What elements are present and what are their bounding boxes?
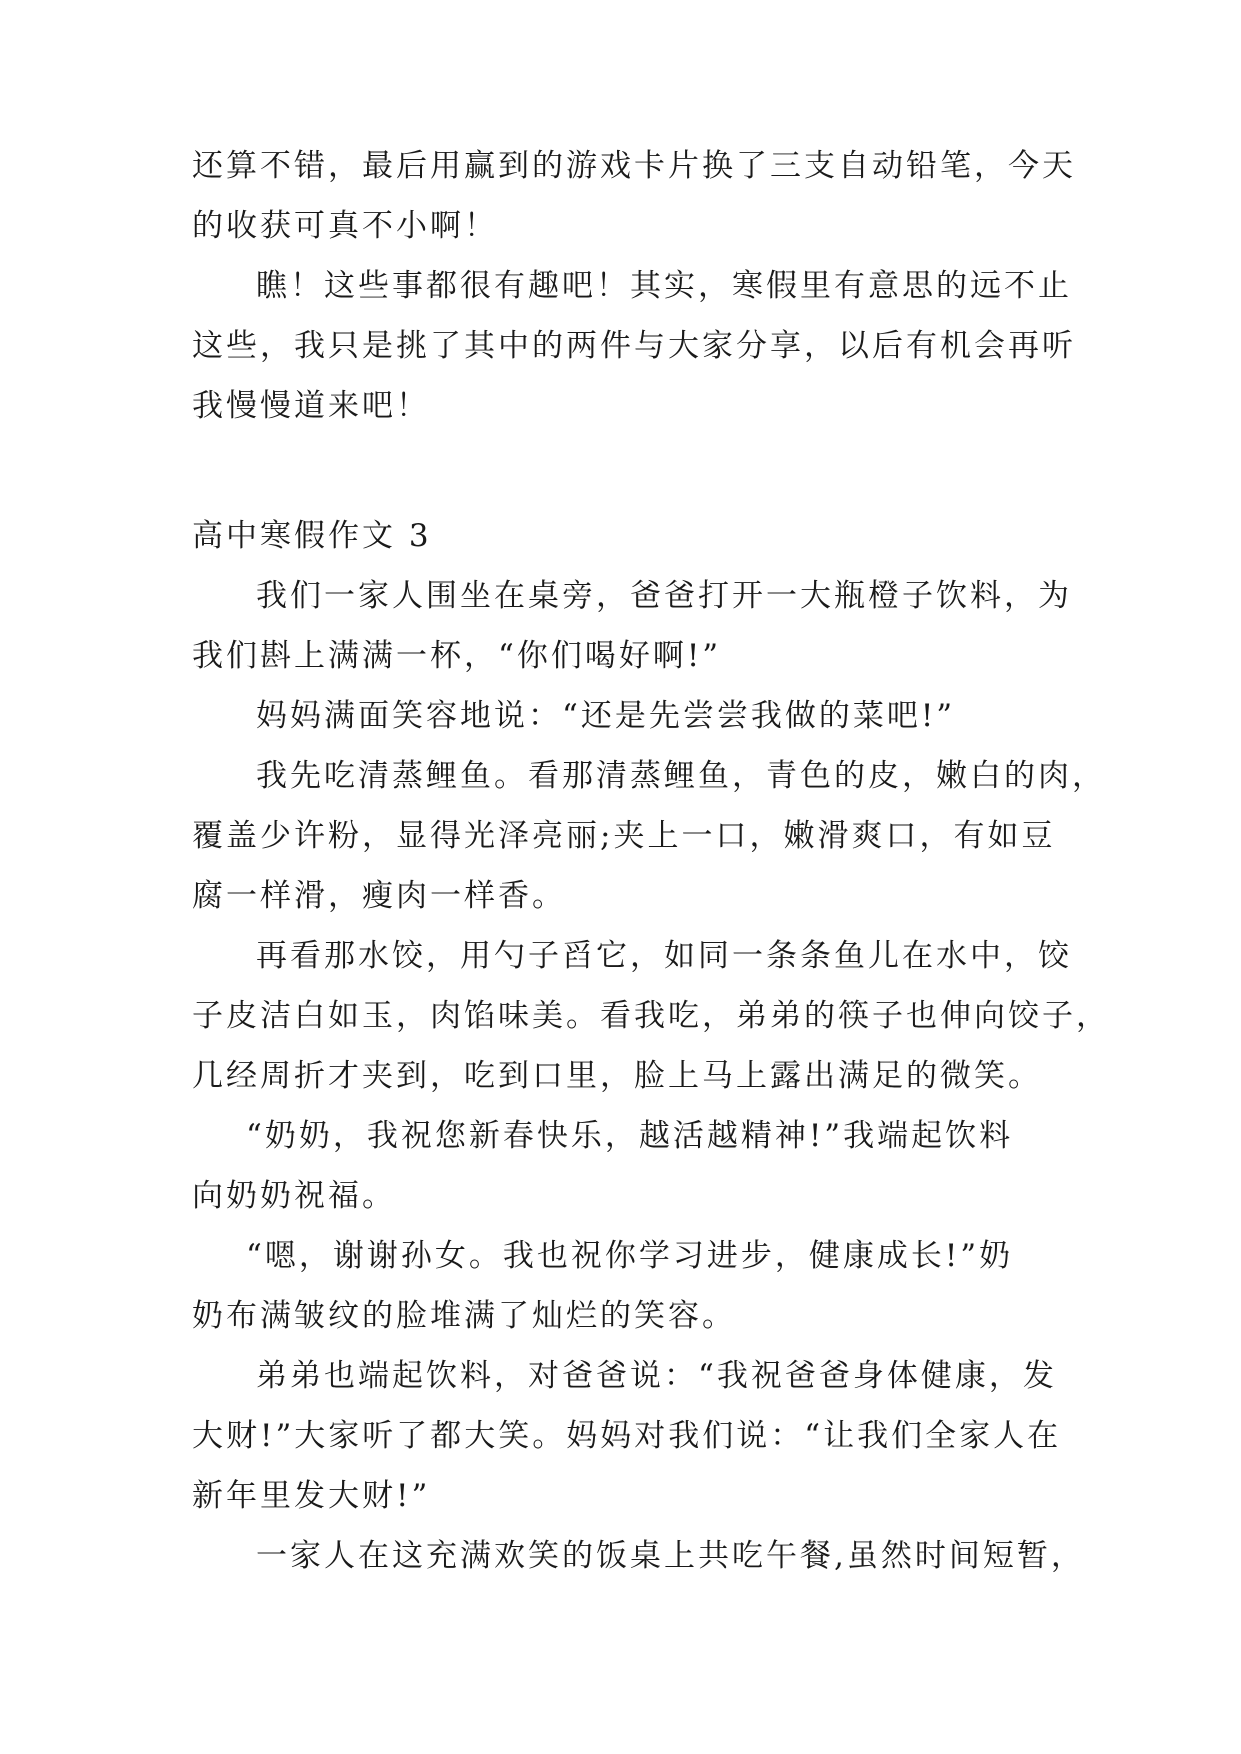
text-line: 几经周折才夹到，吃到口里，脸上马上露出满足的微笑。 bbox=[192, 1058, 1042, 1094]
text-line: 奶布满皱纹的脸堆满了灿烂的笑容。 bbox=[192, 1298, 736, 1334]
text-line: 这些，我只是挑了其中的两件与大家分享，以后有机会再听 bbox=[192, 328, 1076, 364]
text-line: 弟弟也端起饮料，对爸爸说：“我祝爸爸身体健康，发 bbox=[256, 1358, 1057, 1394]
text-line: “奶奶，我祝您新春快乐，越活越精神!”我端起饮料 bbox=[246, 1118, 1014, 1154]
text-line: 子皮洁白如玉，肉馅味美。看我吃，弟弟的筷子也伸向饺子， bbox=[192, 998, 1110, 1034]
text-line: 我们斟上满满一杯，“你们喝好啊!” bbox=[192, 638, 722, 674]
text-line: 妈妈满面笑容地说：“还是先尝尝我做的菜吧!” bbox=[256, 698, 956, 734]
text-line: 大财!”大家听了都大笑。妈妈对我们说：“让我们全家人在 bbox=[192, 1418, 1062, 1454]
text-line: 瞧！这些事都很有趣吧！其实，寒假里有意思的远不止 bbox=[256, 268, 1072, 304]
text-line: 我先吃清蒸鲤鱼。看那清蒸鲤鱼，青色的皮，嫩白的肉， bbox=[256, 758, 1106, 794]
text-line: 覆盖少许粉，显得光泽亮丽;夹上一口，嫩滑爽口，有如豆 bbox=[192, 818, 1056, 854]
text-line: 一家人在这充满欢笑的饭桌上共吃午餐,虽然时间短暂， bbox=[256, 1538, 1085, 1574]
text-line: 向奶奶祝福。 bbox=[192, 1178, 396, 1214]
text-line: 腐一样滑，瘦肉一样香。 bbox=[192, 878, 566, 914]
text-line: 再看那水饺，用勺子舀它，如同一条条鱼儿在水中，饺 bbox=[256, 938, 1072, 974]
top-section bbox=[192, 136, 1076, 436]
text-line: 新年里发大财!” bbox=[192, 1478, 431, 1514]
text-line: 我慢慢道来吧！ bbox=[192, 388, 430, 424]
text-line: “嗯，谢谢孙女。我也祝你学习进步，健康成长!”奶 bbox=[246, 1238, 1014, 1274]
essay-title: 高中寒假作文 3 bbox=[192, 518, 432, 554]
text-line: 还算不错，最后用赢到的游戏卡片换了三支自动铅笔，今天 bbox=[192, 148, 1076, 184]
text-line: 我们一家人围坐在桌旁，爸爸打开一大瓶橙子饮料，为 bbox=[256, 578, 1072, 614]
text-line: 的收获可真不小啊！ bbox=[192, 208, 498, 244]
essay-body bbox=[192, 566, 1110, 1586]
